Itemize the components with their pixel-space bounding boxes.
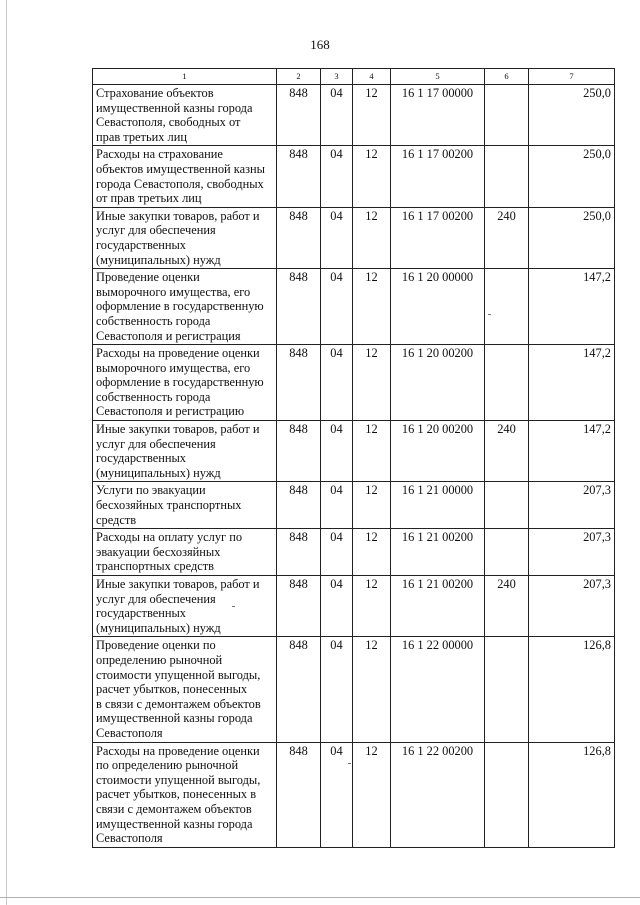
row-name: Расходы на проведение оценки выморочного имущества, его оформление в государственную собственность города Севастополя и регистрацию bbox=[93, 345, 277, 421]
row-subsection-code: 12 bbox=[353, 637, 391, 742]
row-ministry-code: 848 bbox=[277, 482, 321, 529]
column-header: 1 bbox=[93, 69, 277, 85]
row-section-code: 04 bbox=[321, 207, 353, 268]
budget-table bbox=[92, 68, 615, 848]
table-row bbox=[93, 742, 615, 847]
row-subsection-code: 12 bbox=[353, 482, 391, 529]
row-section-code: 04 bbox=[321, 345, 353, 421]
row-amount: 207,3 bbox=[529, 576, 615, 637]
row-expense-type bbox=[485, 742, 529, 847]
row-ministry-code: 848 bbox=[277, 421, 321, 482]
scan-speck bbox=[488, 314, 491, 315]
row-expense-type bbox=[485, 85, 529, 146]
row-expense-type bbox=[485, 146, 529, 207]
row-section-code: 04 bbox=[321, 421, 353, 482]
row-target-article: 16 1 17 00200 bbox=[391, 207, 485, 268]
row-target-article: 16 1 21 00200 bbox=[391, 576, 485, 637]
row-ministry-code: 848 bbox=[277, 529, 321, 576]
row-amount: 147,2 bbox=[529, 421, 615, 482]
row-section-code: 04 bbox=[321, 482, 353, 529]
row-section-code: 04 bbox=[321, 742, 353, 847]
table-row bbox=[93, 85, 615, 146]
row-ministry-code: 848 bbox=[277, 146, 321, 207]
table-row bbox=[93, 345, 615, 421]
table-row bbox=[93, 146, 615, 207]
table-row bbox=[93, 207, 615, 268]
row-expense-type: 240 bbox=[485, 421, 529, 482]
page-number: 168 bbox=[310, 37, 330, 52]
row-subsection-code: 12 bbox=[353, 529, 391, 576]
table-body bbox=[93, 85, 615, 848]
row-target-article: 16 1 22 00000 bbox=[391, 637, 485, 742]
row-expense-type bbox=[485, 637, 529, 742]
row-subsection-code: 12 bbox=[353, 207, 391, 268]
table-row bbox=[93, 482, 615, 529]
table-row bbox=[93, 269, 615, 345]
row-section-code: 04 bbox=[321, 85, 353, 146]
row-name: Иные закупки товаров, работ и услуг для обеспечения государственных (муниципальных) нужд bbox=[93, 207, 277, 268]
row-section-code: 04 bbox=[321, 529, 353, 576]
row-expense-type bbox=[485, 482, 529, 529]
row-section-code: 04 bbox=[321, 146, 353, 207]
row-amount: 126,8 bbox=[529, 742, 615, 847]
row-amount: 250,0 bbox=[529, 207, 615, 268]
row-subsection-code: 12 bbox=[353, 146, 391, 207]
row-name: Расходы на страхование объектов имущественной казны города Севастополя, свободных от прав третьих лиц bbox=[93, 146, 277, 207]
row-amount: 250,0 bbox=[529, 85, 615, 146]
row-name: Услуги по эвакуации бесхозяйных транспортных средств bbox=[93, 482, 277, 529]
column-header: 5 bbox=[391, 69, 485, 85]
row-target-article: 16 1 22 00200 bbox=[391, 742, 485, 847]
row-section-code: 04 bbox=[321, 269, 353, 345]
row-target-article: 16 1 20 00000 bbox=[391, 269, 485, 345]
row-subsection-code: 12 bbox=[353, 345, 391, 421]
row-expense-type bbox=[485, 269, 529, 345]
row-name: Проведение оценки по определению рыночной стоимости упущенной выгоды, расчет убытков, понесенных в связи с демонтажем объектов имущественной казны города Севастополя bbox=[93, 637, 277, 742]
row-name: Проведение оценки выморочного имущества, его оформление в государственную собственность города Севастополя и регистрация bbox=[93, 269, 277, 345]
table-row bbox=[93, 529, 615, 576]
row-section-code: 04 bbox=[321, 576, 353, 637]
row-target-article: 16 1 21 00200 bbox=[391, 529, 485, 576]
row-amount: 207,3 bbox=[529, 482, 615, 529]
row-subsection-code: 12 bbox=[353, 85, 391, 146]
column-header: 2 bbox=[277, 69, 321, 85]
row-subsection-code: 12 bbox=[353, 269, 391, 345]
table-row bbox=[93, 421, 615, 482]
row-expense-type: 240 bbox=[485, 207, 529, 268]
row-ministry-code: 848 bbox=[277, 637, 321, 742]
column-header: 6 bbox=[485, 69, 529, 85]
row-target-article: 16 1 17 00000 bbox=[391, 85, 485, 146]
row-subsection-code: 12 bbox=[353, 576, 391, 637]
row-name: Расходы на проведение оценки по определению рыночной стоимости упущенной выгоды, расчет убытков, понесенных в связи с демонтажем объектов имущественной казны города Севастополя bbox=[93, 742, 277, 847]
row-amount: 207,3 bbox=[529, 529, 615, 576]
row-amount: 126,8 bbox=[529, 637, 615, 742]
row-amount: 147,2 bbox=[529, 345, 615, 421]
row-name: Иные закупки товаров, работ и услуг для обеспечения государственных (муниципальных) нужд bbox=[93, 421, 277, 482]
row-ministry-code: 848 bbox=[277, 85, 321, 146]
row-name: Страхование объектов имущественной казны города Севастополя, свободных от прав третьих лиц bbox=[93, 85, 277, 146]
column-header: 4 bbox=[353, 69, 391, 85]
scan-speck bbox=[232, 606, 235, 607]
row-ministry-code: 848 bbox=[277, 207, 321, 268]
table-row bbox=[93, 576, 615, 637]
page-edge-line bbox=[6, 0, 7, 905]
row-target-article: 16 1 21 00000 bbox=[391, 482, 485, 529]
row-ministry-code: 848 bbox=[277, 742, 321, 847]
row-target-article: 16 1 20 00200 bbox=[391, 421, 485, 482]
column-header: 3 bbox=[321, 69, 353, 85]
row-ministry-code: 848 bbox=[277, 576, 321, 637]
footer-line bbox=[0, 897, 640, 898]
row-amount: 250,0 bbox=[529, 146, 615, 207]
table-row bbox=[93, 637, 615, 742]
row-name: Иные закупки товаров, работ и услуг для обеспечения государственных (муниципальных) нужд bbox=[93, 576, 277, 637]
row-amount: 147,2 bbox=[529, 269, 615, 345]
scan-speck bbox=[348, 763, 351, 764]
row-ministry-code: 848 bbox=[277, 345, 321, 421]
row-name: Расходы на оплату услуг по эвакуации бесхозяйных транспортных средств bbox=[93, 529, 277, 576]
row-expense-type: 240 bbox=[485, 576, 529, 637]
row-section-code: 04 bbox=[321, 637, 353, 742]
row-ministry-code: 848 bbox=[277, 269, 321, 345]
row-target-article: 16 1 20 00200 bbox=[391, 345, 485, 421]
row-target-article: 16 1 17 00200 bbox=[391, 146, 485, 207]
column-header: 7 bbox=[529, 69, 615, 85]
row-subsection-code: 12 bbox=[353, 742, 391, 847]
row-expense-type bbox=[485, 529, 529, 576]
row-subsection-code: 12 bbox=[353, 421, 391, 482]
row-expense-type bbox=[485, 345, 529, 421]
table-header-row bbox=[93, 69, 615, 85]
